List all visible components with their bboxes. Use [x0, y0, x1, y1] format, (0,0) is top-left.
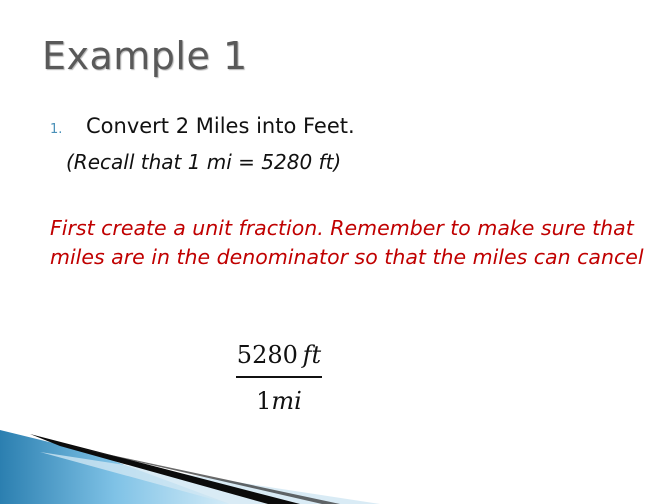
list-item-text: Convert 2 Miles into Feet. [86, 114, 355, 138]
recall-note: (Recall that 1 mi = 5280 ft) [66, 150, 342, 174]
unit-fraction [236, 338, 322, 418]
numerator-unit: ft [302, 341, 322, 369]
list-item-number: 1. [50, 122, 63, 137]
fraction-bar [236, 376, 322, 378]
fraction-denominator [236, 384, 322, 418]
numerator-value: 5280 [236, 341, 298, 369]
denominator-unit: mi [271, 386, 302, 415]
slide-decoration [0, 422, 672, 504]
fraction-numerator [236, 338, 322, 372]
instruction-text: First create a unit fraction. Remember to make sure that miles are in the denominator so that the miles can cancel [50, 216, 644, 269]
denominator-value: 1 [256, 386, 272, 415]
slide-title: Example 1 [42, 34, 248, 78]
list-item [50, 114, 355, 138]
